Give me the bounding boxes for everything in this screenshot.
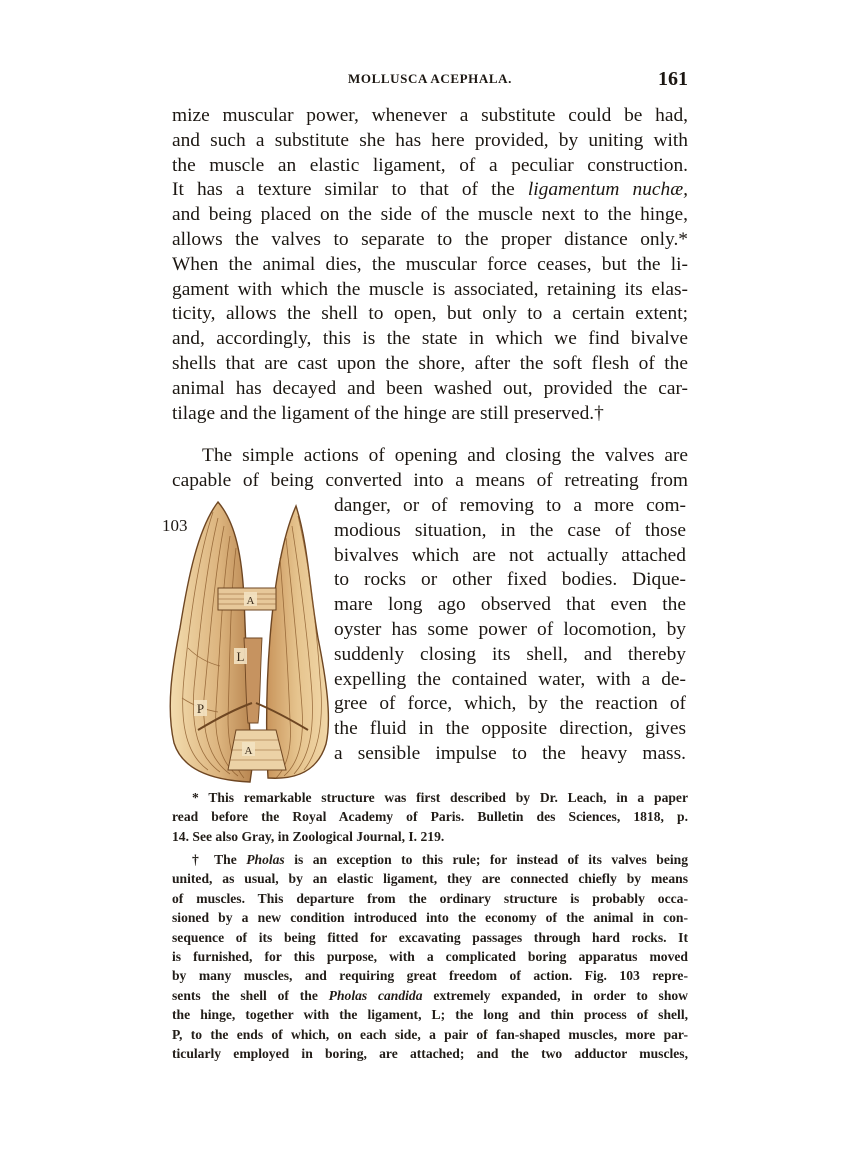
footnote-line (172, 908, 688, 927)
text-span: the hinge, together with the ligament, L; the long and thin process of shell, (172, 1007, 688, 1023)
text-span: ticularly employed in boring, are attached; and the two adductor muscles, (172, 1045, 688, 1061)
footnote-line (172, 928, 688, 947)
footnote-line (172, 947, 688, 966)
text-span: † The (192, 852, 247, 867)
italic-term: Pholas candida (328, 987, 423, 1003)
label-p: P (196, 701, 205, 716)
label-upper-a: A (246, 595, 255, 607)
pholas-shell-illustration (158, 498, 333, 788)
text-line: When the animal dies, the muscular force ceases, but the li- (172, 253, 688, 275)
text-span: sioned by a new condition introduced into the economy of the animal in con- (172, 910, 688, 926)
text-line: danger, or of removing to a more com- (334, 495, 686, 516)
text-line: bivalves which are not actually attached (334, 544, 686, 566)
text-line: the fluid in the opposite direction, gives (334, 718, 686, 740)
text-span: It has a texture similar to that of the (172, 179, 528, 201)
text-line: animal has decayed and been washed out, provided the car- (172, 377, 688, 399)
footnote-line (172, 1005, 688, 1024)
italic-term: ligamentum nuchæ, (527, 179, 688, 201)
footnote-line (172, 966, 688, 985)
text-line: modious situation, in the case of those (334, 519, 686, 541)
footnote-line (172, 1044, 688, 1063)
footnote-line (172, 869, 688, 888)
paragraph-2-wrapped (334, 494, 686, 767)
footnote-1 (172, 788, 688, 846)
text-span: sents the shell of the (172, 987, 329, 1003)
text-line: and being placed on the side of the muscle next to the hinge, (172, 204, 688, 226)
text-line: the muscle an elastic ligament, of a peculiar construction. (172, 154, 688, 176)
label-l: L (236, 649, 245, 664)
paragraph-2-head (172, 444, 688, 494)
text-span: is furnished, for this purpose, with a complicated boring apparatus moved (172, 948, 688, 964)
text-span: by many muscles, and requiring great freedom of action. Fig. 103 repre- (172, 968, 688, 984)
footnote-line (172, 889, 688, 908)
text-line: and such a substitute she has here provided, by uniting with (172, 129, 688, 151)
text-line: The simple actions of opening and closing the valves are (202, 445, 688, 466)
footnote-line: * This remarkable structure was first described by Dr. Leach, in a paper (192, 790, 688, 805)
running-head (172, 68, 688, 90)
text-line: to rocks or other fixed bodies. Dique- (334, 569, 686, 591)
text-line: a sensible impulse to the heavy mass. (334, 742, 686, 764)
text-span: of muscles. This departure from the ordinary structure is probably occa- (172, 890, 688, 906)
text-line: suddenly closing its shell, and thereby (334, 643, 686, 665)
text-span: sequence of its being fitted for excavating passages through hard rocks. It (172, 929, 688, 945)
text-span: P, to the ends of which, on each side, a pair of fan-shaped muscles, more par- (172, 1026, 688, 1042)
text-line: gree of force, which, by the reaction of (334, 693, 686, 715)
text-span: united, as usual, by an elastic ligament, they are connected chiefly by means (172, 871, 688, 887)
text-line: ticity, allows the shell to open, but only to a certain extent; (172, 303, 688, 325)
text-line: mize muscular power, whenever a substitute could be had, (172, 105, 688, 126)
footnote-line (172, 986, 688, 1005)
footnote-line: 14. See also Gray, in Zoological Journal, I. 219. (172, 828, 445, 844)
text-line: capable of being converted into a means of retreating from (172, 469, 688, 491)
page-number: 161 (658, 68, 688, 90)
footnote-line (172, 850, 688, 869)
footnote-2 (172, 850, 688, 1063)
footnote-line: read before the Royal Academy of Paris. Bulletin des Sciences, 1818, p. (172, 809, 688, 825)
figure-number: 103 (162, 516, 188, 535)
text-span: is an exception to this rule; for instead of its valves being (284, 852, 688, 867)
italic-term: Pholas (246, 852, 285, 867)
figure-103 (158, 498, 333, 788)
text-line (172, 178, 688, 203)
text-line: mare long ago observed that even the (334, 594, 686, 616)
paragraph-1 (172, 104, 688, 426)
footnote-line (172, 1025, 688, 1044)
label-lower-a: A (244, 745, 253, 757)
text-span: extremely expanded, in order to show (422, 987, 689, 1003)
text-line: allows the valves to separate to the proper distance only.* (172, 228, 688, 250)
text-line: expelling the contained water, with a de- (334, 668, 686, 690)
running-title: MOLLUSCA ACEPHALA. (348, 71, 512, 86)
text-line: and, accordingly, this is the state in which we find bivalve (172, 328, 688, 350)
text-line: shells that are cast upon the shore, after the soft flesh of the (172, 352, 688, 374)
text-line: tilage and the ligament of the hinge are still preserved.† (172, 402, 604, 424)
text-line: gament with which the muscle is associated, retaining its elas- (172, 278, 688, 300)
text-line: oyster has some power of locomotion, by (334, 618, 686, 640)
